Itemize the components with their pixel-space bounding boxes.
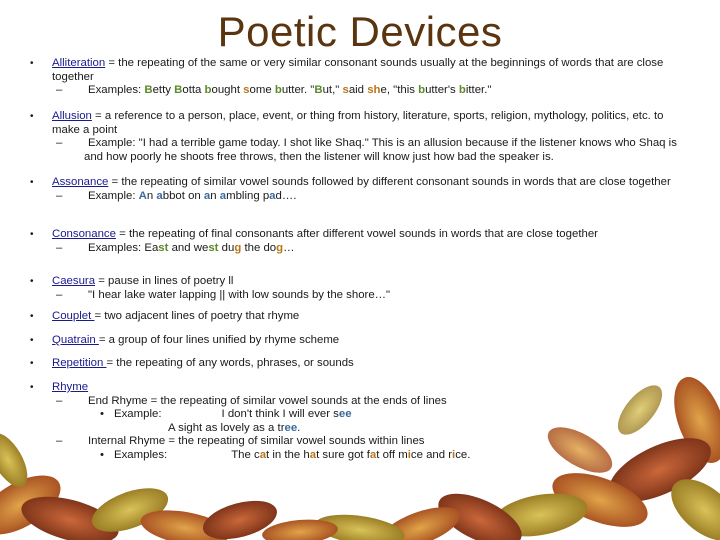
text-segment: itter."	[465, 84, 492, 96]
text-segment: etty	[152, 84, 175, 96]
text-segment: utter. "	[281, 84, 315, 96]
example-line: – Example: An abbot on an ambling pad….	[56, 189, 297, 202]
bullet: •	[30, 382, 34, 393]
text-segment: A sight as lovely as a tr	[168, 421, 285, 434]
text-segment: and we	[168, 241, 209, 254]
example-label: Examples:	[88, 241, 142, 254]
internal-rhyme-definition: Internal Rhyme = the repeating of similar vowel sounds within lines	[88, 435, 425, 447]
highlighted-sound: B	[144, 84, 153, 96]
device-caesura	[30, 275, 677, 302]
term-link[interactable]: Alliteration	[52, 57, 106, 69]
highlighted-sound: b	[204, 84, 212, 96]
highlighted-sound: s	[342, 84, 349, 96]
highlighted-sound: g	[234, 241, 242, 254]
highlighted-sound: B	[174, 84, 183, 96]
definition: = a reference to a person, place, event, or thing from history, literature, sports, religion, mythology, politics, etc. to make a point	[52, 110, 664, 136]
highlighted-sound: a	[203, 189, 211, 202]
text-segment: the do	[241, 241, 277, 254]
highlighted-sound: i	[452, 448, 456, 461]
text-segment: mbling p	[226, 189, 270, 202]
internal-rhyme-line: – Internal Rhyme = the repeating of similar vowel sounds within lines	[56, 435, 425, 447]
text-segment: t in the h	[266, 448, 310, 461]
text-segment: Ea	[141, 241, 159, 254]
highlighted-sound: ee	[338, 408, 352, 420]
example-label: Examples:	[88, 84, 142, 96]
text-segment: ome	[249, 84, 275, 96]
slide-title: Poetic Devices	[217, 8, 503, 55]
device-rhyme	[30, 381, 677, 462]
definition: = the repeating of final consonants after different vowel sounds in words that are close together	[115, 228, 598, 240]
bullet: •	[30, 111, 34, 122]
term-link[interactable]: Repetition	[52, 357, 107, 369]
text-segment: n	[146, 189, 157, 202]
definition: = pause in lines of poetry ll	[95, 275, 234, 287]
text-segment: I don't think I will ever s	[221, 408, 339, 420]
highlighted-sound: a	[259, 448, 267, 461]
highlighted-sound: B	[314, 84, 323, 96]
text-segment: n	[210, 189, 220, 202]
highlighted-sound: i	[407, 448, 411, 461]
highlighted-sound: a	[219, 189, 227, 202]
text-segment: t off m	[376, 448, 408, 461]
text-segment: t sure got f	[316, 448, 370, 461]
device-assonance	[30, 176, 677, 203]
example-line-2	[168, 422, 300, 434]
highlighted-sound: g	[276, 241, 284, 254]
highlighted-sound: a	[309, 448, 317, 461]
highlighted-sound: A	[138, 189, 147, 202]
text-segment: .	[297, 421, 301, 434]
device-consonance	[30, 228, 677, 255]
text-segment: otta	[182, 84, 205, 96]
highlighted-sound: b	[274, 84, 282, 96]
text-segment: The c	[231, 448, 260, 461]
term-link[interactable]: Consonance	[52, 228, 116, 240]
definition: = the repeating of any words, phrases, or sounds	[106, 357, 354, 369]
term-link[interactable]: Assonance	[52, 176, 109, 188]
end-rhyme-example: • Example: I don't think I will ever see	[100, 408, 352, 420]
bullet: •	[30, 177, 34, 188]
highlighted-sound: a	[156, 189, 163, 202]
bullet: •	[30, 335, 34, 346]
highlighted-sound: s	[243, 84, 250, 96]
device-repetition	[30, 357, 677, 371]
text-segment: bbot on	[162, 189, 204, 202]
highlighted-sound: ee	[284, 421, 298, 434]
text-segment: aid	[348, 84, 368, 96]
text-segment: ce and r	[410, 448, 453, 461]
highlighted-sound: a	[369, 448, 377, 461]
example-text: Example: "I had a terrible game today. I shot like Shaq." This is an allusion because if the listener knows who Shaq is and how poorly he shoots free throws, then the listener will know just how bad the speaker is.	[84, 137, 677, 163]
example-text	[135, 190, 296, 202]
end-rhyme-example-2	[168, 422, 677, 436]
device-quatrain	[30, 334, 677, 348]
example-label: Example:	[88, 189, 136, 202]
term-link[interactable]: Caesura	[52, 275, 96, 287]
text-segment: …	[283, 241, 295, 254]
device-alliteration	[30, 57, 677, 98]
highlighted-sound: sh	[367, 84, 381, 96]
bullet: •	[30, 276, 34, 287]
definition: = two adjacent lines of poetry that rhyme	[94, 310, 300, 322]
example-label: Examples:	[114, 448, 168, 461]
definition: = the repeating of the same or very similar consonant sounds usually at the beginnings of words that are close together	[52, 57, 664, 83]
highlighted-sound: st	[158, 241, 169, 254]
bullet: •	[30, 311, 34, 322]
example-line: – Examples: East and west dug the dog…	[56, 241, 295, 254]
definition: = a group of four lines unified by rhyme scheme	[98, 334, 340, 346]
example-line-1	[221, 408, 351, 420]
example-text	[141, 84, 491, 96]
example-line: – Example: "I had a terrible game today. I shot like Shaq." This is an allusion because if the listener knows who Shaq is and how poorly he shoots free throws, then the listener will know just how bad the speaker is.	[56, 137, 677, 163]
text-segment: utter's	[425, 84, 459, 96]
text-segment: e, "this	[380, 84, 419, 96]
end-rhyme-definition: End Rhyme = the repeating of similar vowel sounds at the ends of lines	[88, 394, 447, 407]
device-couplet	[30, 310, 677, 324]
text-segment: ut,"	[322, 84, 343, 96]
example-text: "I hear lake water lapping || with low sounds by the shore…"	[88, 288, 391, 301]
example-label: Example:	[114, 408, 162, 420]
term-link[interactable]: Quatrain	[52, 334, 99, 346]
example-text	[141, 242, 294, 254]
text-segment: ought	[211, 84, 244, 96]
highlighted-sound: a	[269, 189, 276, 202]
text-segment: ce.	[455, 448, 471, 461]
term-link[interactable]: Rhyme	[52, 381, 89, 393]
highlighted-sound: b	[418, 84, 426, 96]
definition: = the repeating of similar vowel sounds followed by different consonant sounds in words that are close together	[108, 176, 671, 188]
example-line: – Examples: Betty Botta bought some butter. "But," said she, "this butter's bitter."	[56, 84, 492, 96]
highlighted-sound: st	[208, 241, 219, 254]
device-allusion	[30, 110, 677, 164]
text-segment: d….	[275, 189, 297, 202]
example-line: – "I hear lake water lapping || with low sounds by the shore…"	[56, 288, 391, 301]
bullet: •	[30, 229, 34, 240]
highlighted-sound: b	[458, 84, 466, 96]
term-link[interactable]: Couplet	[52, 310, 95, 322]
bullet: •	[30, 358, 34, 369]
internal-rhyme-example: • Examples: The cat in the hat sure got fat off mice and rice.	[100, 448, 471, 461]
example-text	[231, 449, 470, 461]
end-rhyme-line: – End Rhyme = the repeating of similar vowel sounds at the ends of lines	[56, 394, 447, 407]
text-segment: du	[218, 241, 235, 254]
bullet: •	[30, 58, 34, 69]
term-link[interactable]: Allusion	[52, 110, 92, 122]
